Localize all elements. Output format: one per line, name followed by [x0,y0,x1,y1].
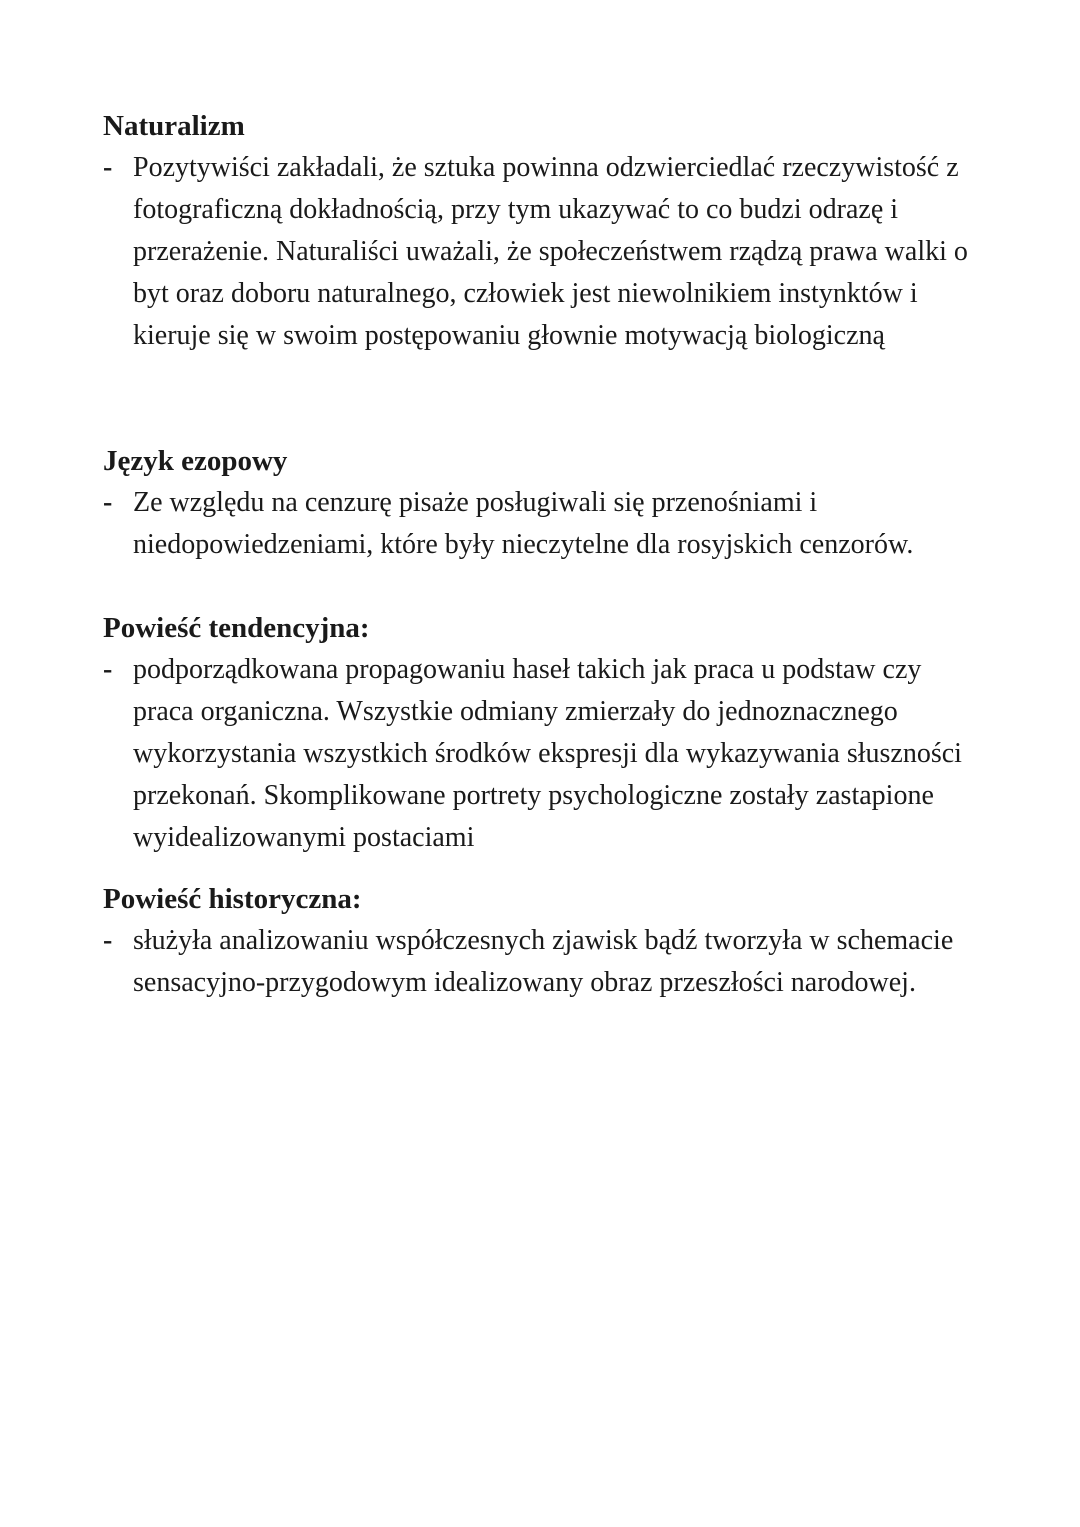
list-item-text: podporządkowana propagowaniu haseł takich jak praca u podstaw czy praca organiczna. Wszystkie odmiany zmierzały do jednoznacznego wykorzystania wszystkich środków ekspresji dla wykazywania słuszności przekonań. Skomplikowane portrety psychologiczne zostały zastapione wyidealizowanymi postaciami [133,654,962,853]
section-heading: Naturalizm [103,110,245,142]
list-item-text: Pozytywiści zakładali, że sztuka powinna odzwierciedlać rzeczywistość z fotograficzną dokładnością, przy tym ukazywać to co budzi odrazę i przerażenie. Naturaliści uważali, że społeczeństwem rządzą prawa walki o byt oraz doboru naturalnego, człowiek jest niewolnikiem instynktów i kieruje się w swoim postępowaniu głownie motywacją biologiczną [133,152,968,351]
bullet-list [103,482,983,566]
section-powiesc-historyczna [103,878,983,1004]
dash-bullet: - [103,654,113,685]
bullet-list [103,147,983,357]
section-heading: Powieść historyczna: [103,883,362,915]
dash-bullet: - [103,487,113,518]
section-jezyk-ezopowy [103,440,983,566]
list-item-text: służyła analizowaniu współczesnych zjawisk bądź tworzyła w schemacie sensacyjno-przygodowym idealizowany obraz przeszłości narodowej. [133,925,954,998]
section-naturalizm [103,105,983,357]
list-item [103,147,983,357]
list-item [103,482,983,566]
list-item-text: Ze względu na cenzurę pisaże posługiwali się przenośniami i niedopowiedzeniami, które były nieczytelne dla rosyjskich cenzorów. [133,487,914,560]
bullet-list [103,649,983,859]
dash-bullet: - [103,925,113,956]
dash-bullet: - [103,152,113,183]
section-powiesc-tendencyjna [103,607,983,859]
list-item [103,649,983,859]
section-heading: Powieść tendencyjna: [103,612,370,644]
bullet-list [103,920,983,1004]
list-item [103,920,983,1004]
section-heading: Język ezopowy [103,445,288,477]
